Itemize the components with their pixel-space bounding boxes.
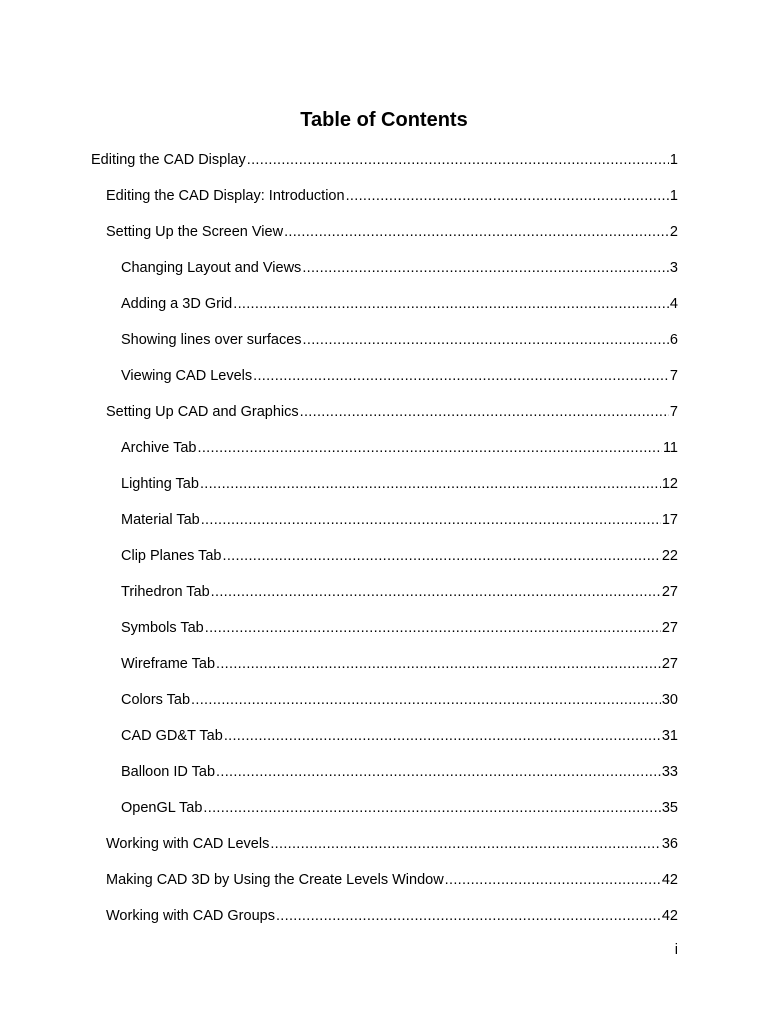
toc-entry-page: 4 [669,296,678,312]
toc-entry[interactable] [106,214,678,250]
toc-entry[interactable] [121,466,678,502]
toc-entry-label: Viewing CAD Levels [121,368,253,384]
toc-entry-label: Showing lines over surfaces [121,332,302,348]
toc-entry[interactable] [121,646,678,682]
dot-leader [205,619,661,637]
toc-entry[interactable] [121,286,678,322]
toc-entry-label: Symbols Tab [121,620,204,636]
toc-entry[interactable] [121,682,678,718]
dot-leader [302,259,669,277]
dot-leader [223,547,661,565]
toc-entry-page: 2 [669,224,678,240]
toc-entry-label: Working with CAD Groups [106,908,275,924]
dot-leader [191,691,661,709]
toc-entry-label: Editing the CAD Display: Introduction [106,188,345,204]
dot-leader [201,511,661,529]
toc-entry-page: 30 [661,692,678,708]
toc-entry[interactable] [121,790,678,826]
toc-entry-page: 1 [669,188,678,204]
toc-entry[interactable] [121,754,678,790]
toc-entry-page: 42 [661,908,678,924]
toc-entry-label: Archive Tab [121,440,197,456]
toc-entry-page: 1 [669,152,678,168]
toc-entry-label: Colors Tab [121,692,191,708]
toc-entry-page: 35 [661,800,678,816]
toc-entry-label: Changing Layout and Views [121,260,302,276]
toc-entry-page: 6 [669,332,678,348]
dot-leader [216,655,661,673]
toc-entry[interactable] [91,142,678,178]
dot-leader [198,439,662,457]
toc-entry-page: 22 [661,548,678,564]
toc-entry[interactable] [121,250,678,286]
toc-entry[interactable] [106,826,678,862]
dot-leader [216,763,661,781]
toc-entry-label: Material Tab [121,512,200,528]
dot-leader [303,331,669,349]
toc-entry-label: OpenGL Tab [121,800,203,816]
toc-entry-label: Balloon ID Tab [121,764,216,780]
dot-leader [247,151,669,169]
toc-entry-page: 11 [662,440,678,456]
toc-entry[interactable] [121,502,678,538]
dot-leader [276,907,661,925]
toc-entry-page: 12 [661,476,678,492]
toc-entry-page: 17 [661,512,678,528]
dot-leader [445,871,661,889]
toc-entry-label: Lighting Tab [121,476,199,492]
toc-entry-page: 31 [661,728,678,744]
toc-entry-page: 7 [669,368,678,384]
toc-entry-label: Wireframe Tab [121,656,216,672]
toc-entry-page: 27 [661,620,678,636]
toc-entry-page: 36 [661,836,678,852]
toc-entry[interactable] [121,430,678,466]
toc-entry-label: Editing the CAD Display [91,152,246,168]
toc-entry-label: Making CAD 3D by Using the Create Levels Window [106,872,444,888]
toc-entry-page: 7 [669,404,678,420]
dot-leader [224,727,661,745]
toc-entry-label: Adding a 3D Grid [121,296,233,312]
dot-leader [200,475,661,493]
dot-leader [300,403,669,421]
toc-entry[interactable] [121,574,678,610]
toc-entry-page: 42 [661,872,678,888]
dot-leader [284,223,669,241]
toc-entry-label: Clip Planes Tab [121,548,222,564]
dot-leader [270,835,661,853]
toc-entry[interactable] [106,178,678,214]
toc-entry[interactable] [121,358,678,394]
dot-leader [203,799,660,817]
dot-leader [346,187,669,205]
toc-entry[interactable] [106,394,678,430]
toc-entry-page: 33 [661,764,678,780]
toc-entry[interactable] [121,610,678,646]
toc-entry[interactable] [121,718,678,754]
toc-entry[interactable] [121,538,678,574]
dot-leader [253,367,669,385]
toc-entry-label: CAD GD&T Tab [121,728,223,744]
toc-entry-label: Working with CAD Levels [106,836,270,852]
toc-entry-page: 27 [661,656,678,672]
toc-entry[interactable] [121,322,678,358]
toc-entry-page: 27 [661,584,678,600]
dot-leader [211,583,661,601]
toc-entry-label: Trihedron Tab [121,584,210,600]
dot-leader [233,295,669,313]
toc-entry[interactable] [106,862,678,898]
toc-entry-label: Setting Up the Screen View [106,224,284,240]
toc-entry-label: Setting Up CAD and Graphics [106,404,299,420]
toc-entry[interactable] [106,898,678,934]
page-folio: i [674,942,678,958]
toc-entry-page: 3 [669,260,678,276]
toc-title: Table of Contents [300,109,468,131]
